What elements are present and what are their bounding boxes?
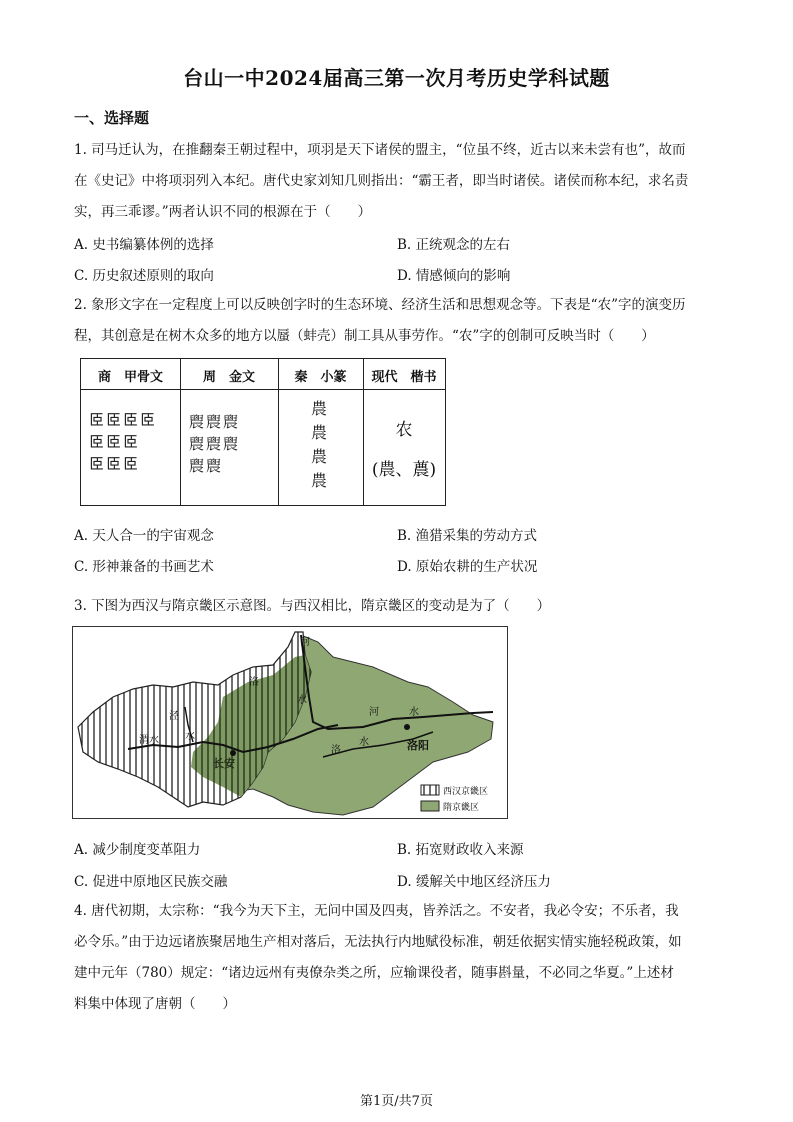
capital-region-map [72,626,508,819]
q1-line-1: 1. 司马迁认为，在推翻秦王朝过程中，项羽是天下诸侯的盟主，“位虽不终，近古以来未尝有也”，故而 [74,142,686,158]
map-label-shui-4: 水 [359,737,369,748]
map-label-shui-2: 水 [185,731,195,742]
q1-option-d[interactable]: D. 情感倾向的影响 [397,268,511,284]
section-heading: 一、选择题 [74,109,150,127]
legend-han-swatch [421,785,439,795]
seal-glyph-3: 農 [311,447,330,466]
bronze-glyphs-1: 䢉䢉䢉 [189,413,241,431]
map-label-luoyang: 洛阳 [407,739,429,752]
q1-line-2: 在《史记》中将项羽列入本纪。唐代史家刘知几则指出：“霸王者，即当时诸侯。诸侯而称本纪，求名责 [74,173,689,189]
q4-line-2: 必令乐。”由于边远诸族聚居地生产相对落后，无法执行内地赋役标准，朝廷依据实情实施轻税政策，如 [74,934,682,950]
seal-glyph-1: 農 [311,399,330,418]
q4-line-1: 4. 唐代初期，太宗称：“我今为天下主，无问中国及四夷，皆养活之。不安者，我必令安；不乐者，我 [74,903,679,919]
seal-glyph-4: 農 [311,471,330,490]
q1-line-3: 实，再三乖谬。”两者认识不同的根源在于（ ） [74,204,372,220]
header-qin: 秦 小篆 [294,370,347,385]
header-modern: 现代 楷书 [371,370,437,385]
map-label-changan: 长安 [213,757,235,770]
header-shang: 商 甲骨文 [97,370,163,385]
seal-glyph-2: 農 [311,423,330,442]
bronze-glyphs-3: 䢉䢉 [189,457,224,475]
q1-option-a[interactable]: A. 史书编纂体例的选择 [74,237,214,253]
legend-sui-swatch [421,801,439,811]
q2-line-2: 程，其创意是在树木众多的地方以蜃（蚌壳）制工具从事劳作。“农”字的创制可反映当时（ ） [74,328,655,344]
q2-option-c[interactable]: C. 形神兼备的书画艺术 [74,559,214,575]
page-title: 台山一中2024届高三第一次月考历史学科试题 [183,66,610,90]
map-svg [73,627,508,819]
map-label-luo: 洛 [249,677,259,688]
q4-line-4: 料集中体现了唐朝（ ） [74,996,236,1012]
modern-nong: 农 [395,420,413,440]
q3-option-b[interactable]: B. 拓宽财政收入来源 [397,842,524,858]
q2-option-a[interactable]: A. 天人合一的宇宙观念 [74,528,214,544]
oracle-glyphs-1: 𦣞𦣞𦣞𦣞 [89,411,158,429]
map-label-he-top: 河 [300,637,310,648]
map-label-wei: 渭水 [139,735,159,746]
oracle-glyphs-2: 𦣞𦣞𦣞 [89,433,141,451]
map-label-shui-1: 水 [297,695,307,706]
map-label-luo-2: 洛 [331,745,341,756]
bronze-glyphs-2: 䢉䢉䢉 [189,435,241,453]
changan-marker [230,750,236,756]
map-label-he-right: 河 [369,707,379,718]
q1-option-c[interactable]: C. 历史叙述原则的取向 [74,268,214,284]
q2-line-1: 2. 象形文字在一定程度上可以反映创字时的生态环境、经济生活和思想观念等。下表是“农”字的演变历 [74,297,686,313]
legend-han-label: 西汉京畿区 [443,787,489,797]
legend-sui-label: 隋京畿区 [443,803,480,813]
q2-option-b[interactable]: B. 渔猎采集的劳动方式 [397,528,538,544]
q1-option-b[interactable]: B. 正统观念的左右 [397,237,511,253]
luoyang-marker [404,724,410,730]
q3-option-c[interactable]: C. 促进中原地区民族交融 [74,874,228,890]
q3-line-1: 3. 下图为西汉与隋京畿区示意图。与西汉相比，隋京畿区的变动是为了（ ） [74,598,551,614]
q3-option-a[interactable]: A. 减少制度变革阻力 [74,842,201,858]
header-zhou: 周 金文 [202,370,255,385]
modern-variants: (農、蕽) [371,460,437,480]
map-label-jing: 泾 [169,711,179,722]
nong-evolution-table [80,358,446,506]
q2-option-d[interactable]: D. 原始农耕的生产状况 [397,559,538,575]
q3-option-d[interactable]: D. 缓解关中地区经济压力 [397,874,551,890]
page-footer: 第1页/共7页 [360,1094,433,1109]
map-label-shui-3: 水 [409,707,419,718]
q4-line-3: 建中元年（780）规定：“诸边远州有夷僚杂类之所，应输课役者，随事斟量，不必同之华夏。”上述材 [74,965,674,981]
oracle-glyphs-3: 𦣞𦣞𦣞 [89,455,141,473]
